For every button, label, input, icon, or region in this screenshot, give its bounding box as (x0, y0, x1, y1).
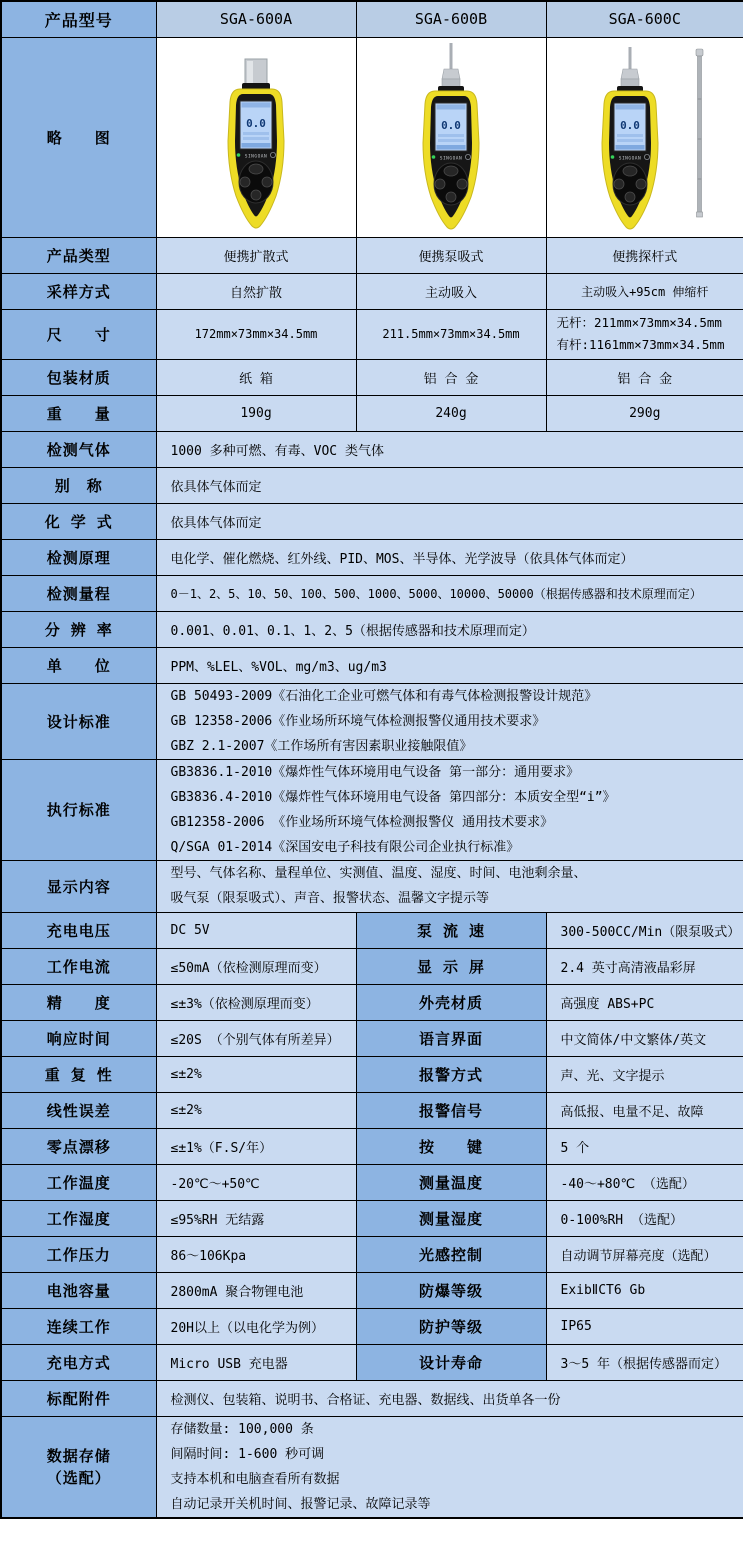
row-value: DC 5V (156, 912, 356, 948)
row-value: 便携扩散式 (156, 237, 356, 273)
product-image-sga-600c (546, 37, 743, 237)
column-header-label: 产品型号 (1, 1, 156, 37)
row-label: 按 键 (356, 1128, 546, 1164)
row-value: 依具体气体而定 (156, 503, 743, 539)
table-row (1, 647, 743, 683)
table-row (1, 309, 743, 359)
display-content-line: 吸气泵（限泵吸式）、声音、报警状态、温馨文字提示等 (170, 891, 490, 906)
table-row (1, 1272, 743, 1308)
table-row (1, 395, 743, 431)
row-value: 铝 合 金 (356, 359, 546, 395)
table-row (1, 1092, 743, 1128)
row-label: 显 示 屏 (356, 948, 546, 984)
row-value: ≤±2% (156, 1092, 356, 1128)
row-label: 单 位 (1, 647, 156, 683)
row-label: 检测原理 (1, 539, 156, 575)
row-value: 铝 合 金 (546, 359, 743, 395)
row-label: 重 复 性 (1, 1056, 156, 1092)
row-value: PPM、%LEL、%VOL、mg/m3、ug/m3 (156, 647, 743, 683)
table-row (1, 860, 743, 912)
table-row (1, 912, 743, 948)
row-label: 重 量 (1, 395, 156, 431)
row-label: 工作电流 (1, 948, 156, 984)
row-value: IP65 (546, 1308, 743, 1344)
device-diffusion-illustration (186, 39, 326, 235)
table-row (1, 683, 743, 759)
table-row (1, 1344, 743, 1380)
svg-text:SINGOAN: SINGOAN (244, 154, 268, 160)
row-label: 充电方式 (1, 1344, 156, 1380)
svg-text:SINGOAN: SINGOAN (439, 156, 463, 162)
table-row (1, 1164, 743, 1200)
row-value: 电化学、催化燃烧、红外线、PID、MOS、半导体、光学波导（依具体气体而定） (156, 539, 743, 575)
device-probe-illustration (570, 39, 720, 235)
row-label: 测量温度 (356, 1164, 546, 1200)
row-value: 172mm×73mm×34.5mm (156, 309, 356, 359)
row-value: 依具体气体而定 (156, 467, 743, 503)
row-label: 精 度 (1, 984, 156, 1020)
table-row (1, 1056, 743, 1092)
row-label-sketch: 略 图 (1, 37, 156, 237)
row-label: 别 称 (1, 467, 156, 503)
row-value: 5 个 (546, 1128, 743, 1164)
row-label: 语言界面 (356, 1020, 546, 1056)
row-value: ExibⅡCT6 Gb (546, 1272, 743, 1308)
row-value-exec-standards (156, 759, 743, 860)
display-content-line: 型号、气体名称、量程单位、实测值、温度、湿度、时间、电池剩余量、 (170, 866, 587, 881)
row-value: 纸 箱 (156, 359, 356, 395)
row-label: 工作压力 (1, 1236, 156, 1272)
row-value: 300-500CC/Min（限泵吸式） (546, 912, 743, 948)
row-label: 零点漂移 (1, 1128, 156, 1164)
row-label: 设计标准 (1, 683, 156, 759)
table-row (1, 611, 743, 647)
table-row (1, 1308, 743, 1344)
table-row (1, 503, 743, 539)
row-label: 电池容量 (1, 1272, 156, 1308)
table-row (1, 539, 743, 575)
product-image-sga-600b (356, 37, 546, 237)
table-row (1, 1236, 743, 1272)
row-value: -40～+80℃ （选配） (546, 1164, 743, 1200)
row-label: 采样方式 (1, 273, 156, 309)
size-line-with-rod: 有杆:1161mm×73mm×34.5mm (556, 337, 725, 352)
row-label: 产品类型 (1, 237, 156, 273)
row-value (546, 309, 743, 359)
standard-line: Q/SGA 01-2014《深国安电子科技有限公司企业执行标准》 (170, 839, 520, 855)
row-label: 线性误差 (1, 1092, 156, 1128)
size-line-no-rod: 无杆：211mm×73mm×34.5mm (556, 315, 722, 330)
storage-label-line: 数据存储 (46, 1446, 111, 1465)
row-value: 3～5 年（根据传感器而定） (546, 1344, 743, 1380)
row-value: 2800mA 聚合物锂电池 (156, 1272, 356, 1308)
row-label: 显示内容 (1, 860, 156, 912)
row-value: 中文简体/中文繁体/英文 (546, 1020, 743, 1056)
storage-line: 间隔时间: 1-600 秒可调 (170, 1446, 325, 1462)
row-label: 外壳材质 (356, 984, 546, 1020)
row-value: ≤±1%（F.S/年） (156, 1128, 356, 1164)
standard-line: GB12358-2006 《作业场所环境气体检测报警仪 通用技术要求》 (170, 814, 554, 830)
storage-line: 支持本机和电脑查看所有数据 (170, 1471, 340, 1487)
row-label: 标配附件 (1, 1380, 156, 1416)
row-label: 工作湿度 (1, 1200, 156, 1236)
standard-line: GB 12358-2006《作业场所环境气体检测报警仪通用技术要求》 (170, 713, 546, 729)
table-row (1, 948, 743, 984)
row-label: 检测气体 (1, 431, 156, 467)
row-value: 240g (356, 395, 546, 431)
standard-line: GB3836.4-2010《爆炸性气体环境用电气设备 第四部分：本质安全型“i”》 (170, 789, 616, 805)
row-value: Micro USB 充电器 (156, 1344, 356, 1380)
row-label: 报警信号 (356, 1092, 546, 1128)
svg-text:0.0: 0.0 (246, 117, 266, 130)
table-row (1, 431, 743, 467)
row-label: 化 学 式 (1, 503, 156, 539)
column-header-model-a: SGA-600A (156, 1, 356, 37)
row-value: ≤±3%（依检测原理而变） (156, 984, 356, 1020)
table-row (1, 1128, 743, 1164)
row-value-display-content (156, 860, 743, 912)
row-value: 0－1、2、5、10、50、100、500、1000、5000、10000、50000（根据传感器和技术原理而定） (156, 575, 743, 611)
storage-line: 存储数量: 100,000 条 (170, 1421, 314, 1437)
table-row (1, 1380, 743, 1416)
table-row (1, 1, 743, 37)
row-label: 分 辨 率 (1, 611, 156, 647)
row-value: 便携探杆式 (546, 237, 743, 273)
table-row (1, 237, 743, 273)
row-label: 测量湿度 (356, 1200, 546, 1236)
row-value: 211.5mm×73mm×34.5mm (356, 309, 546, 359)
row-label: 检测量程 (1, 575, 156, 611)
table-row (1, 575, 743, 611)
row-label-storage (1, 1416, 156, 1518)
table-row (1, 37, 743, 237)
table-row (1, 984, 743, 1020)
row-value: 自然扩散 (156, 273, 356, 309)
storage-label-line: （选配） (46, 1468, 111, 1487)
row-value: ≤±2% (156, 1056, 356, 1092)
row-label: 设计寿命 (356, 1344, 546, 1380)
row-value: 190g (156, 395, 356, 431)
standard-line: GB3836.1-2010《爆炸性气体环境用电气设备 第一部分：通用要求》 (170, 764, 580, 780)
table-row (1, 759, 743, 860)
row-value: 声、光、文字提示 (546, 1056, 743, 1092)
row-label: 执行标准 (1, 759, 156, 860)
table-row (1, 1020, 743, 1056)
row-label: 报警方式 (356, 1056, 546, 1092)
standard-line: GB 50493-2009《石油化工企业可燃气体和有毒气体检测报警设计规范》 (170, 688, 598, 704)
row-value: -20℃～+50℃ (156, 1164, 356, 1200)
row-label: 包装材质 (1, 359, 156, 395)
row-value: 便携泵吸式 (356, 237, 546, 273)
row-value: ≤50mA（依检测原理而变） (156, 948, 356, 984)
row-value: 2.4 英寸高清液晶彩屏 (546, 948, 743, 984)
row-label: 尺 寸 (1, 309, 156, 359)
column-header-model-b: SGA-600B (356, 1, 546, 37)
svg-text:SINGOAN: SINGOAN (618, 156, 641, 162)
table-row (1, 1200, 743, 1236)
table-row (1, 359, 743, 395)
row-value-storage (156, 1416, 743, 1518)
row-label: 防护等级 (356, 1308, 546, 1344)
row-value: 主动吸入 (356, 273, 546, 309)
row-value: 高低报、电量不足、故障 (546, 1092, 743, 1128)
row-value: 290g (546, 395, 743, 431)
row-value: 86～106Kpa (156, 1236, 356, 1272)
row-value: 1000 多种可燃、有毒、VOC 类气体 (156, 431, 743, 467)
row-value: ≤20S （个别气体有所差异） (156, 1020, 356, 1056)
storage-line: 自动记录开关机时间、报警记录、故障记录等 (170, 1496, 431, 1512)
table-row (1, 1416, 743, 1518)
row-value: 高强度 ABS+PC (546, 984, 743, 1020)
standard-line: GBZ 2.1-2007《工作场所有害因素职业接触限值》 (170, 738, 473, 754)
row-value: ≤95%RH 无结露 (156, 1200, 356, 1236)
row-label: 光感控制 (356, 1236, 546, 1272)
row-value-design-standards (156, 683, 743, 759)
table-row (1, 273, 743, 309)
row-value: 自动调节屏幕亮度（选配） (546, 1236, 743, 1272)
row-label: 泵 流 速 (356, 912, 546, 948)
row-label: 工作温度 (1, 1164, 156, 1200)
row-label: 响应时间 (1, 1020, 156, 1056)
svg-text:0.0: 0.0 (441, 119, 461, 132)
table-row (1, 467, 743, 503)
product-image-sga-600a (156, 37, 356, 237)
svg-text:0.0: 0.0 (619, 119, 640, 132)
row-value-accessories: 检测仪、包装箱、说明书、合格证、充电器、数据线、出货单各一份 (156, 1380, 743, 1416)
row-value: 20H以上（以电化学为例） (156, 1308, 356, 1344)
row-value: 0-100%RH （选配） (546, 1200, 743, 1236)
row-label: 连续工作 (1, 1308, 156, 1344)
row-value: 主动吸入+95cm 伸缩杆 (546, 273, 743, 309)
row-label: 防爆等级 (356, 1272, 546, 1308)
row-value: 0.001、0.01、0.1、1、2、5（根据传感器和技术原理而定） (156, 611, 743, 647)
row-label: 充电电压 (1, 912, 156, 948)
device-pump-illustration (381, 39, 521, 235)
column-header-model-c: SGA-600C (546, 1, 743, 37)
